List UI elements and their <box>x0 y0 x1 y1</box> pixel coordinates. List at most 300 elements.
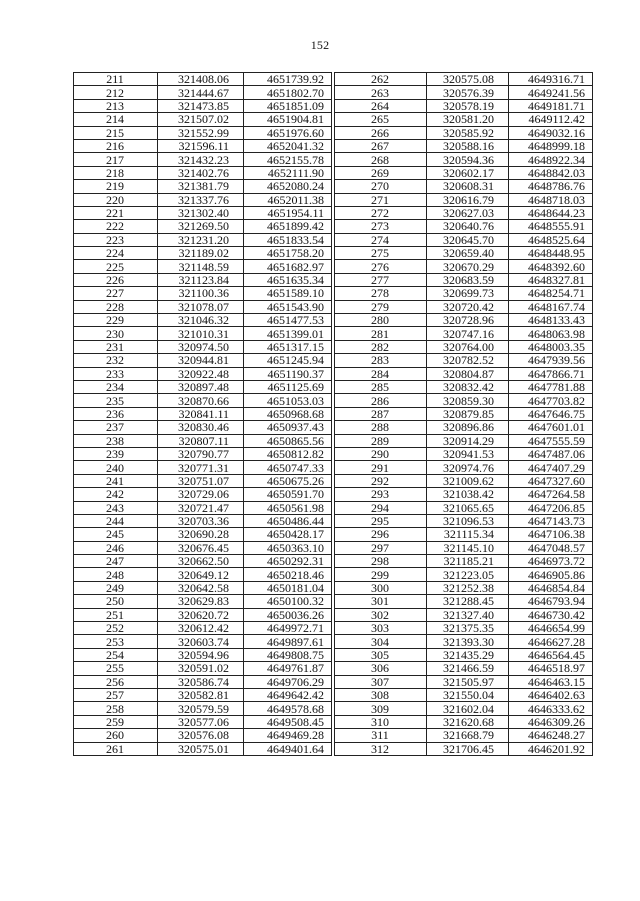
table-row <box>335 675 593 688</box>
x-coordinate-cell: 321505.97 <box>427 675 509 688</box>
y-coordinate-cell: 4651589.10 <box>244 287 332 300</box>
y-coordinate-cell: 4646905.86 <box>509 568 593 581</box>
y-coordinate-cell: 4648133.43 <box>509 314 593 327</box>
x-coordinate-cell: 321046.32 <box>158 314 244 327</box>
y-coordinate-cell: 4647407.29 <box>509 461 593 474</box>
x-coordinate-cell: 321148.59 <box>158 260 244 273</box>
table-row <box>74 166 332 179</box>
point-number-cell: 245 <box>74 528 158 541</box>
y-coordinate-cell: 4651976.60 <box>244 126 332 139</box>
x-coordinate-cell: 321189.02 <box>158 247 244 260</box>
table-row <box>74 622 332 635</box>
y-coordinate-cell: 4650591.70 <box>244 488 332 501</box>
table-row <box>74 233 332 246</box>
x-coordinate-cell: 320896.86 <box>427 421 509 434</box>
y-coordinate-cell: 4646627.28 <box>509 635 593 648</box>
table-row <box>335 461 593 474</box>
y-coordinate-cell: 4648922.34 <box>509 153 593 166</box>
point-number-cell: 311 <box>335 729 427 742</box>
point-number-cell: 223 <box>74 233 158 246</box>
x-coordinate-cell: 320579.59 <box>158 702 244 715</box>
y-coordinate-cell: 4650747.33 <box>244 461 332 474</box>
point-number-cell: 264 <box>335 99 427 112</box>
x-coordinate-cell: 321269.50 <box>158 220 244 233</box>
table-row <box>335 206 593 219</box>
table-row <box>335 220 593 233</box>
y-coordinate-cell: 4651125.69 <box>244 380 332 393</box>
y-coordinate-cell: 4650363.10 <box>244 541 332 554</box>
y-coordinate-cell: 4646730.42 <box>509 608 593 621</box>
y-coordinate-cell: 4647555.59 <box>509 434 593 447</box>
y-coordinate-cell: 4649112.42 <box>509 113 593 126</box>
point-number-cell: 285 <box>335 380 427 393</box>
y-coordinate-cell: 4649642.42 <box>244 688 332 701</box>
table-row <box>335 648 593 661</box>
y-coordinate-cell: 4648555.91 <box>509 220 593 233</box>
table-row <box>74 340 332 353</box>
y-coordinate-cell: 4650292.31 <box>244 555 332 568</box>
point-number-cell: 289 <box>335 434 427 447</box>
y-coordinate-cell: 4651802.70 <box>244 86 332 99</box>
y-coordinate-cell: 4650428.17 <box>244 528 332 541</box>
point-number-cell: 225 <box>74 260 158 273</box>
x-coordinate-cell: 320586.74 <box>158 675 244 688</box>
x-coordinate-cell: 320841.11 <box>158 407 244 420</box>
table-row <box>335 514 593 527</box>
table-row <box>335 153 593 166</box>
y-coordinate-cell: 4649181.71 <box>509 99 593 112</box>
x-coordinate-cell: 320594.96 <box>158 648 244 661</box>
table-row <box>335 354 593 367</box>
point-number-cell: 215 <box>74 126 158 139</box>
point-number-cell: 221 <box>74 206 158 219</box>
y-coordinate-cell: 4647939.56 <box>509 354 593 367</box>
point-number-cell: 307 <box>335 675 427 688</box>
x-coordinate-cell: 320914.29 <box>427 434 509 447</box>
table-row <box>74 180 332 193</box>
table-row <box>74 434 332 447</box>
point-number-cell: 262 <box>335 73 427 86</box>
y-coordinate-cell: 4646793.94 <box>509 595 593 608</box>
y-coordinate-cell: 4650675.26 <box>244 474 332 487</box>
point-number-cell: 269 <box>335 166 427 179</box>
table-row <box>335 688 593 701</box>
point-number-cell: 268 <box>335 153 427 166</box>
point-number-cell: 310 <box>335 715 427 728</box>
point-number-cell: 247 <box>74 555 158 568</box>
y-coordinate-cell: 4646402.63 <box>509 688 593 701</box>
coordinate-table-left-body <box>74 73 332 756</box>
point-number-cell: 242 <box>74 488 158 501</box>
point-number-cell: 305 <box>335 648 427 661</box>
y-coordinate-cell: 4651053.03 <box>244 394 332 407</box>
x-coordinate-cell: 321145.10 <box>427 541 509 554</box>
x-coordinate-cell: 321507.02 <box>158 113 244 126</box>
y-coordinate-cell: 4651899.42 <box>244 220 332 233</box>
table-row <box>74 354 332 367</box>
y-coordinate-cell: 4652111.90 <box>244 166 332 179</box>
y-coordinate-cell: 4646201.92 <box>509 742 593 755</box>
x-coordinate-cell: 320578.19 <box>427 99 509 112</box>
x-coordinate-cell: 320620.72 <box>158 608 244 621</box>
x-coordinate-cell: 321302.40 <box>158 206 244 219</box>
x-coordinate-cell: 320782.52 <box>427 354 509 367</box>
x-coordinate-cell: 320832.42 <box>427 380 509 393</box>
point-number-cell: 291 <box>335 461 427 474</box>
table-row <box>335 99 593 112</box>
table-row <box>74 742 332 755</box>
point-number-cell: 271 <box>335 193 427 206</box>
table-row <box>335 434 593 447</box>
point-number-cell: 304 <box>335 635 427 648</box>
point-number-cell: 248 <box>74 568 158 581</box>
page-number: 152 <box>310 38 330 52</box>
point-number-cell: 278 <box>335 287 427 300</box>
point-number-cell: 216 <box>74 139 158 152</box>
y-coordinate-cell: 4649972.71 <box>244 622 332 635</box>
y-coordinate-cell: 4651190.37 <box>244 367 332 380</box>
point-number-cell: 222 <box>74 220 158 233</box>
y-coordinate-cell: 4650181.04 <box>244 581 332 594</box>
point-number-cell: 237 <box>74 421 158 434</box>
y-coordinate-cell: 4647264.58 <box>509 488 593 501</box>
x-coordinate-cell: 321065.65 <box>427 501 509 514</box>
x-coordinate-cell: 321252.38 <box>427 581 509 594</box>
point-number-cell: 249 <box>74 581 158 594</box>
table-row <box>74 139 332 152</box>
x-coordinate-cell: 320690.28 <box>158 528 244 541</box>
point-number-cell: 257 <box>74 688 158 701</box>
y-coordinate-cell: 4647106.38 <box>509 528 593 541</box>
x-coordinate-cell: 320649.12 <box>158 568 244 581</box>
y-coordinate-cell: 4651954.11 <box>244 206 332 219</box>
x-coordinate-cell: 321444.67 <box>158 86 244 99</box>
x-coordinate-cell: 321381.79 <box>158 180 244 193</box>
y-coordinate-cell: 4648392.60 <box>509 260 593 273</box>
table-row <box>74 729 332 742</box>
point-number-cell: 309 <box>335 702 427 715</box>
table-row <box>74 407 332 420</box>
y-coordinate-cell: 4649578.68 <box>244 702 332 715</box>
table-row <box>335 488 593 501</box>
y-coordinate-cell: 4648254.71 <box>509 287 593 300</box>
x-coordinate-cell: 320879.85 <box>427 407 509 420</box>
table-row <box>74 380 332 393</box>
x-coordinate-cell: 320922.48 <box>158 367 244 380</box>
table-row <box>74 608 332 621</box>
y-coordinate-cell: 4650036.26 <box>244 608 332 621</box>
x-coordinate-cell: 320728.96 <box>427 314 509 327</box>
point-number-cell: 284 <box>335 367 427 380</box>
y-coordinate-cell: 4648063.98 <box>509 327 593 340</box>
x-coordinate-cell: 320662.50 <box>158 555 244 568</box>
x-coordinate-cell: 320603.74 <box>158 635 244 648</box>
x-coordinate-cell: 320640.76 <box>427 220 509 233</box>
y-coordinate-cell: 4652080.24 <box>244 180 332 193</box>
y-coordinate-cell: 4649761.87 <box>244 662 332 675</box>
table-row <box>74 702 332 715</box>
x-coordinate-cell: 320941.53 <box>427 447 509 460</box>
table-row <box>74 461 332 474</box>
point-number-cell: 312 <box>335 742 427 755</box>
x-coordinate-cell: 321009.62 <box>427 474 509 487</box>
x-coordinate-cell: 320974.50 <box>158 340 244 353</box>
point-number-cell: 266 <box>335 126 427 139</box>
x-coordinate-cell: 320582.81 <box>158 688 244 701</box>
y-coordinate-cell: 4647048.57 <box>509 541 593 554</box>
x-coordinate-cell: 321231.20 <box>158 233 244 246</box>
y-coordinate-cell: 4647646.75 <box>509 407 593 420</box>
y-coordinate-cell: 4649706.29 <box>244 675 332 688</box>
point-number-cell: 279 <box>335 300 427 313</box>
table-row <box>74 86 332 99</box>
point-number-cell: 286 <box>335 394 427 407</box>
table-row <box>74 314 332 327</box>
x-coordinate-cell: 320602.17 <box>427 166 509 179</box>
y-coordinate-cell: 4647866.71 <box>509 367 593 380</box>
y-coordinate-cell: 4646854.84 <box>509 581 593 594</box>
table-row <box>74 595 332 608</box>
y-coordinate-cell: 4651477.53 <box>244 314 332 327</box>
y-coordinate-cell: 4648525.64 <box>509 233 593 246</box>
x-coordinate-cell: 321668.79 <box>427 729 509 742</box>
x-coordinate-cell: 320591.02 <box>158 662 244 675</box>
table-row <box>74 648 332 661</box>
y-coordinate-cell: 4646654.99 <box>509 622 593 635</box>
table-row <box>74 220 332 233</box>
x-coordinate-cell: 320683.59 <box>427 273 509 286</box>
y-coordinate-cell: 4648327.81 <box>509 273 593 286</box>
point-number-cell: 253 <box>74 635 158 648</box>
y-coordinate-cell: 4649469.28 <box>244 729 332 742</box>
x-coordinate-cell: 321408.06 <box>158 73 244 86</box>
table-row <box>74 193 332 206</box>
y-coordinate-cell: 4650865.56 <box>244 434 332 447</box>
table-row <box>74 555 332 568</box>
point-number-cell: 219 <box>74 180 158 193</box>
y-coordinate-cell: 4651851.09 <box>244 99 332 112</box>
x-coordinate-cell: 321223.05 <box>427 568 509 581</box>
x-coordinate-cell: 321402.76 <box>158 166 244 179</box>
point-number-cell: 238 <box>74 434 158 447</box>
point-number-cell: 227 <box>74 287 158 300</box>
point-number-cell: 252 <box>74 622 158 635</box>
point-number-cell: 290 <box>335 447 427 460</box>
x-coordinate-cell: 321550.04 <box>427 688 509 701</box>
y-coordinate-cell: 4649316.71 <box>509 73 593 86</box>
point-number-cell: 296 <box>335 528 427 541</box>
y-coordinate-cell: 4650968.68 <box>244 407 332 420</box>
point-number-cell: 250 <box>74 595 158 608</box>
point-number-cell: 270 <box>335 180 427 193</box>
table-row <box>335 407 593 420</box>
table-row <box>335 528 593 541</box>
point-number-cell: 294 <box>335 501 427 514</box>
table-row <box>74 541 332 554</box>
point-number-cell: 232 <box>74 354 158 367</box>
x-coordinate-cell: 320807.11 <box>158 434 244 447</box>
y-coordinate-cell: 4651245.94 <box>244 354 332 367</box>
x-coordinate-cell: 320751.07 <box>158 474 244 487</box>
y-coordinate-cell: 4648842.03 <box>509 166 593 179</box>
table-row <box>74 474 332 487</box>
x-coordinate-cell: 321432.23 <box>158 153 244 166</box>
point-number-cell: 302 <box>335 608 427 621</box>
y-coordinate-cell: 4649508.45 <box>244 715 332 728</box>
table-row <box>74 675 332 688</box>
y-coordinate-cell: 4651739.92 <box>244 73 332 86</box>
table-row <box>335 247 593 260</box>
point-number-cell: 258 <box>74 702 158 715</box>
x-coordinate-cell: 320642.58 <box>158 581 244 594</box>
point-number-cell: 230 <box>74 327 158 340</box>
table-row <box>74 568 332 581</box>
point-number-cell: 272 <box>335 206 427 219</box>
x-coordinate-cell: 321596.11 <box>158 139 244 152</box>
x-coordinate-cell: 321375.35 <box>427 622 509 635</box>
y-coordinate-cell: 4646518.97 <box>509 662 593 675</box>
table-row <box>74 153 332 166</box>
point-number-cell: 267 <box>335 139 427 152</box>
table-row <box>335 300 593 313</box>
point-number-cell: 251 <box>74 608 158 621</box>
x-coordinate-cell: 320830.46 <box>158 421 244 434</box>
point-number-cell: 226 <box>74 273 158 286</box>
point-number-cell: 263 <box>335 86 427 99</box>
y-coordinate-cell: 4651758.20 <box>244 247 332 260</box>
table-row <box>74 488 332 501</box>
coordinate-table-right <box>334 72 593 756</box>
point-number-cell: 244 <box>74 514 158 527</box>
y-coordinate-cell: 4648644.23 <box>509 206 593 219</box>
point-number-cell: 246 <box>74 541 158 554</box>
table-row <box>335 86 593 99</box>
point-number-cell: 292 <box>335 474 427 487</box>
point-number-cell: 224 <box>74 247 158 260</box>
point-number-cell: 243 <box>74 501 158 514</box>
table-row <box>74 327 332 340</box>
x-coordinate-cell: 320612.42 <box>158 622 244 635</box>
point-number-cell: 308 <box>335 688 427 701</box>
x-coordinate-cell: 320576.39 <box>427 86 509 99</box>
x-coordinate-cell: 320699.73 <box>427 287 509 300</box>
point-number-cell: 240 <box>74 461 158 474</box>
y-coordinate-cell: 4651543.90 <box>244 300 332 313</box>
x-coordinate-cell: 320585.92 <box>427 126 509 139</box>
table-row <box>335 327 593 340</box>
point-number-cell: 254 <box>74 648 158 661</box>
x-coordinate-cell: 321466.59 <box>427 662 509 675</box>
y-coordinate-cell: 4647143.73 <box>509 514 593 527</box>
x-coordinate-cell: 320870.66 <box>158 394 244 407</box>
coordinate-table-left <box>73 72 332 756</box>
point-number-cell: 273 <box>335 220 427 233</box>
x-coordinate-cell: 320645.70 <box>427 233 509 246</box>
x-coordinate-cell: 321100.36 <box>158 287 244 300</box>
y-coordinate-cell: 4650486.44 <box>244 514 332 527</box>
x-coordinate-cell: 320703.36 <box>158 514 244 527</box>
point-number-cell: 280 <box>335 314 427 327</box>
table-row <box>335 541 593 554</box>
y-coordinate-cell: 4646564.45 <box>509 648 593 661</box>
x-coordinate-cell: 320729.06 <box>158 488 244 501</box>
x-coordinate-cell: 320581.20 <box>427 113 509 126</box>
point-number-cell: 298 <box>335 555 427 568</box>
x-coordinate-cell: 320575.01 <box>158 742 244 755</box>
point-number-cell: 233 <box>74 367 158 380</box>
y-coordinate-cell: 4652011.38 <box>244 193 332 206</box>
table-row <box>335 635 593 648</box>
point-number-cell: 241 <box>74 474 158 487</box>
point-number-cell: 217 <box>74 153 158 166</box>
point-number-cell: 229 <box>74 314 158 327</box>
table-row <box>74 73 332 86</box>
y-coordinate-cell: 4650937.43 <box>244 421 332 434</box>
y-coordinate-cell: 4651833.54 <box>244 233 332 246</box>
y-coordinate-cell: 4646248.27 <box>509 729 593 742</box>
table-row <box>74 715 332 728</box>
x-coordinate-cell: 320764.00 <box>427 340 509 353</box>
point-number-cell: 235 <box>74 394 158 407</box>
coordinate-table-right-body <box>335 73 593 756</box>
table-row <box>335 287 593 300</box>
table-row <box>335 702 593 715</box>
table-row <box>335 474 593 487</box>
y-coordinate-cell: 4650100.32 <box>244 595 332 608</box>
point-number-cell: 275 <box>335 247 427 260</box>
x-coordinate-cell: 320588.16 <box>427 139 509 152</box>
point-number-cell: 287 <box>335 407 427 420</box>
x-coordinate-cell: 321393.30 <box>427 635 509 648</box>
x-coordinate-cell: 321435.29 <box>427 648 509 661</box>
y-coordinate-cell: 4651682.97 <box>244 260 332 273</box>
y-coordinate-cell: 4646333.62 <box>509 702 593 715</box>
x-coordinate-cell: 321185.21 <box>427 555 509 568</box>
y-coordinate-cell: 4650561.98 <box>244 501 332 514</box>
table-row <box>335 233 593 246</box>
x-coordinate-cell: 320659.40 <box>427 247 509 260</box>
point-number-cell: 234 <box>74 380 158 393</box>
y-coordinate-cell: 4647206.85 <box>509 501 593 514</box>
table-row <box>335 568 593 581</box>
point-number-cell: 297 <box>335 541 427 554</box>
x-coordinate-cell: 320608.31 <box>427 180 509 193</box>
y-coordinate-cell: 4649401.64 <box>244 742 332 755</box>
table-row <box>74 273 332 286</box>
y-coordinate-cell: 4651904.81 <box>244 113 332 126</box>
point-number-cell: 293 <box>335 488 427 501</box>
point-number-cell: 299 <box>335 568 427 581</box>
x-coordinate-cell: 320616.79 <box>427 193 509 206</box>
table-row <box>335 139 593 152</box>
table-row <box>335 193 593 206</box>
table-row <box>335 367 593 380</box>
y-coordinate-cell: 4648003.35 <box>509 340 593 353</box>
point-number-cell: 260 <box>74 729 158 742</box>
x-coordinate-cell: 320627.03 <box>427 206 509 219</box>
table-row <box>74 260 332 273</box>
point-number-cell: 212 <box>74 86 158 99</box>
table-row <box>74 300 332 313</box>
table-row <box>74 247 332 260</box>
table-row <box>335 180 593 193</box>
y-coordinate-cell: 4648448.95 <box>509 247 593 260</box>
point-number-cell: 214 <box>74 113 158 126</box>
table-row <box>74 206 332 219</box>
table-row <box>74 662 332 675</box>
point-number-cell: 300 <box>335 581 427 594</box>
table-row <box>335 447 593 460</box>
